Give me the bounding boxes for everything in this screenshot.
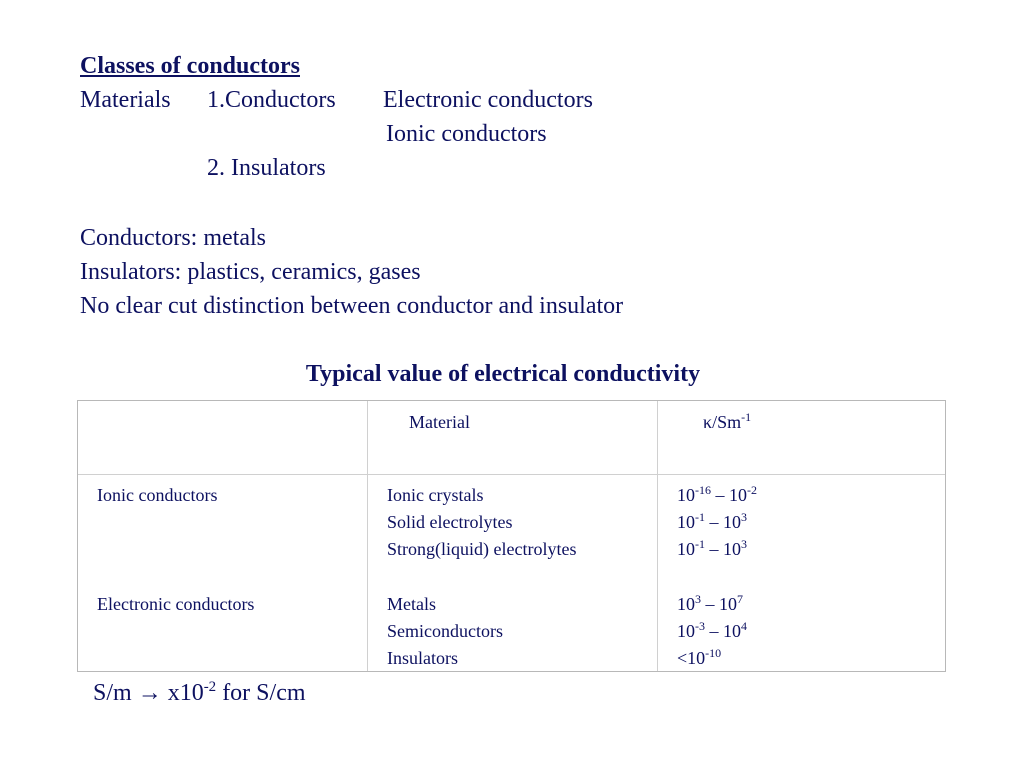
conductivity-table	[77, 400, 946, 672]
insulators-label: 2. Insulators	[207, 155, 326, 181]
conductivity-cell: $10^{-1} - 10^3$	[677, 537, 747, 559]
right-arrow-icon: →	[137, 680, 162, 706]
table-title: Typical value of electrical conductivity	[305, 361, 701, 387]
unit-from: S/m	[93, 680, 132, 706]
material-cell: Metals	[387, 594, 436, 614]
column-divider	[367, 401, 368, 671]
ionic-conductors-label: Ionic conductors	[386, 121, 547, 147]
unit-to: for S/cm	[222, 680, 306, 706]
material-header: Material	[409, 412, 470, 432]
distinction-line: No clear cut distinction between conductor and insulator	[80, 293, 624, 319]
material-cell: Semiconductors	[387, 621, 503, 641]
factor: x10	[167, 680, 204, 706]
conductivity-cell: $10^{-1} - 10^3$	[677, 510, 747, 532]
conductors-label: 1.Conductors	[207, 87, 336, 113]
class-ionic-conductors: Ionic conductors	[97, 485, 218, 505]
conductivity-cell: $10^3 - 10^7$	[677, 592, 743, 614]
unit-conversion-note	[93, 679, 306, 707]
conductivity-header	[703, 409, 751, 436]
material-cell: Ionic crystals	[387, 485, 484, 505]
kappa-unit: /Sm	[712, 412, 742, 432]
materials-label: Materials	[80, 87, 171, 113]
insulators-line: Insulators: plastics, ceramics, gases	[80, 259, 421, 285]
electronic-conductors-label: Electronic conductors	[383, 87, 593, 113]
kappa-exponent: -1	[741, 410, 752, 424]
conductors-line: Conductors: metals	[80, 225, 266, 251]
conductivity-cell: $10^{-3} - 10^4$	[677, 619, 747, 641]
conductivity-cell: $<10^{-10}$	[677, 646, 722, 668]
material-cell: Insulators	[387, 648, 458, 668]
material-cell: Strong(liquid) electrolytes	[387, 539, 577, 559]
section-heading: Classes of conductors	[80, 53, 300, 79]
column-divider	[657, 401, 658, 671]
conductivity-cell: $10^{-16} - 10^{-2}$	[677, 483, 757, 505]
header-divider	[78, 474, 945, 475]
material-cell: Solid electrolytes	[387, 512, 513, 532]
class-electronic-conductors: Electronic conductors	[97, 594, 255, 614]
factor-exponent: -2	[203, 679, 217, 695]
kappa-symbol: κ	[703, 412, 713, 432]
